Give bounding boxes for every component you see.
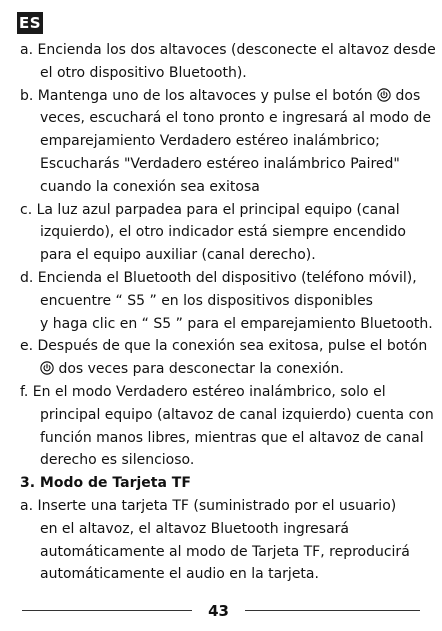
- step-b-line-3: emparejamiento Verdadero estéreo inalámbrico;: [40, 133, 380, 150]
- power-button-icon: [40, 361, 54, 375]
- step-d: [20, 267, 432, 335]
- step-c-line-3: para el equipo auxiliar (canal derecho).: [40, 247, 316, 264]
- step-e-line-2: [20, 358, 432, 381]
- step-f: [20, 381, 432, 472]
- page-footer: [0, 599, 442, 623]
- step-e-line-1: e. Después de que la conexión sea exitosa, pulse el botón: [20, 338, 428, 355]
- step-b-line-5: cuando la conexión sea exitosa: [40, 178, 260, 195]
- step-a-line-1: a. Encienda los dos altavoces (desconecte el altavoz desde: [20, 42, 436, 58]
- section-3-line-2: en el altavoz, el altavoz Bluetooth ingresará: [40, 520, 349, 537]
- step-f-line-2: principal equipo (altavoz de canal izquierdo) cuenta con: [40, 406, 434, 423]
- step-b-line-2: veces, escuchará el tono pronto e ingresará al modo de: [40, 110, 431, 127]
- step-b: [20, 85, 432, 199]
- step-c-line-2: izquierdo), el otro indicador está siempre encendido: [40, 224, 406, 241]
- step-d-line-1: d. Encienda el Bluetooth del dispositivo (teléfono móvil),: [20, 269, 417, 286]
- section-3-line-3: automáticamente al modo de Tarjeta TF, reproducirá: [40, 543, 410, 560]
- footer-rule-right: [245, 610, 420, 611]
- step-e-text-after-icon: dos veces para desconectar la conexión.: [54, 361, 344, 378]
- instructions-content: [20, 39, 436, 586]
- section-3-line-4: automáticamente el audio en la tarjeta.: [40, 566, 319, 583]
- step-f-line-4: derecho es silencioso.: [40, 452, 195, 469]
- page-number: 43: [208, 602, 229, 620]
- step-d-line-2: encuentre “ S5 ” en los dispositivos disponibles: [40, 292, 373, 309]
- step-f-line-1: f. En el modo Verdadero estéreo inalámbrico, solo el: [20, 383, 386, 400]
- step-b-text-before-icon: b. Mantenga uno de los altavoces y pulse el botón: [20, 87, 373, 104]
- section-3-step-a: [20, 495, 432, 586]
- step-c: [20, 199, 432, 267]
- step-b-line-1: [20, 85, 432, 108]
- step-a: [20, 39, 436, 85]
- step-d-line-3: y haga clic en “ S5 ” para el emparejamiento Bluetooth.: [40, 315, 433, 332]
- section-3-line-1: a. Inserte una tarjeta TF (suministrado por el usuario): [20, 497, 397, 514]
- step-b-line-4: Escucharás "Verdadero estéreo inalámbrico Paired": [40, 155, 400, 172]
- power-button-icon: [377, 88, 391, 102]
- step-b-text-after-icon: dos: [391, 87, 421, 104]
- step-c-line-1: c. La luz azul parpadea para el principal equipo (canal: [20, 201, 400, 218]
- step-e: [20, 335, 432, 381]
- section-3-heading: 3. Modo de Tarjeta TF: [20, 475, 191, 492]
- step-a-line-2: el otro dispositivo Bluetooth).: [40, 64, 247, 81]
- footer-rule-left: [22, 610, 192, 611]
- step-f-line-3: función manos libres, mientras que el altavoz de canal: [40, 429, 424, 446]
- language-badge: ES: [18, 14, 42, 32]
